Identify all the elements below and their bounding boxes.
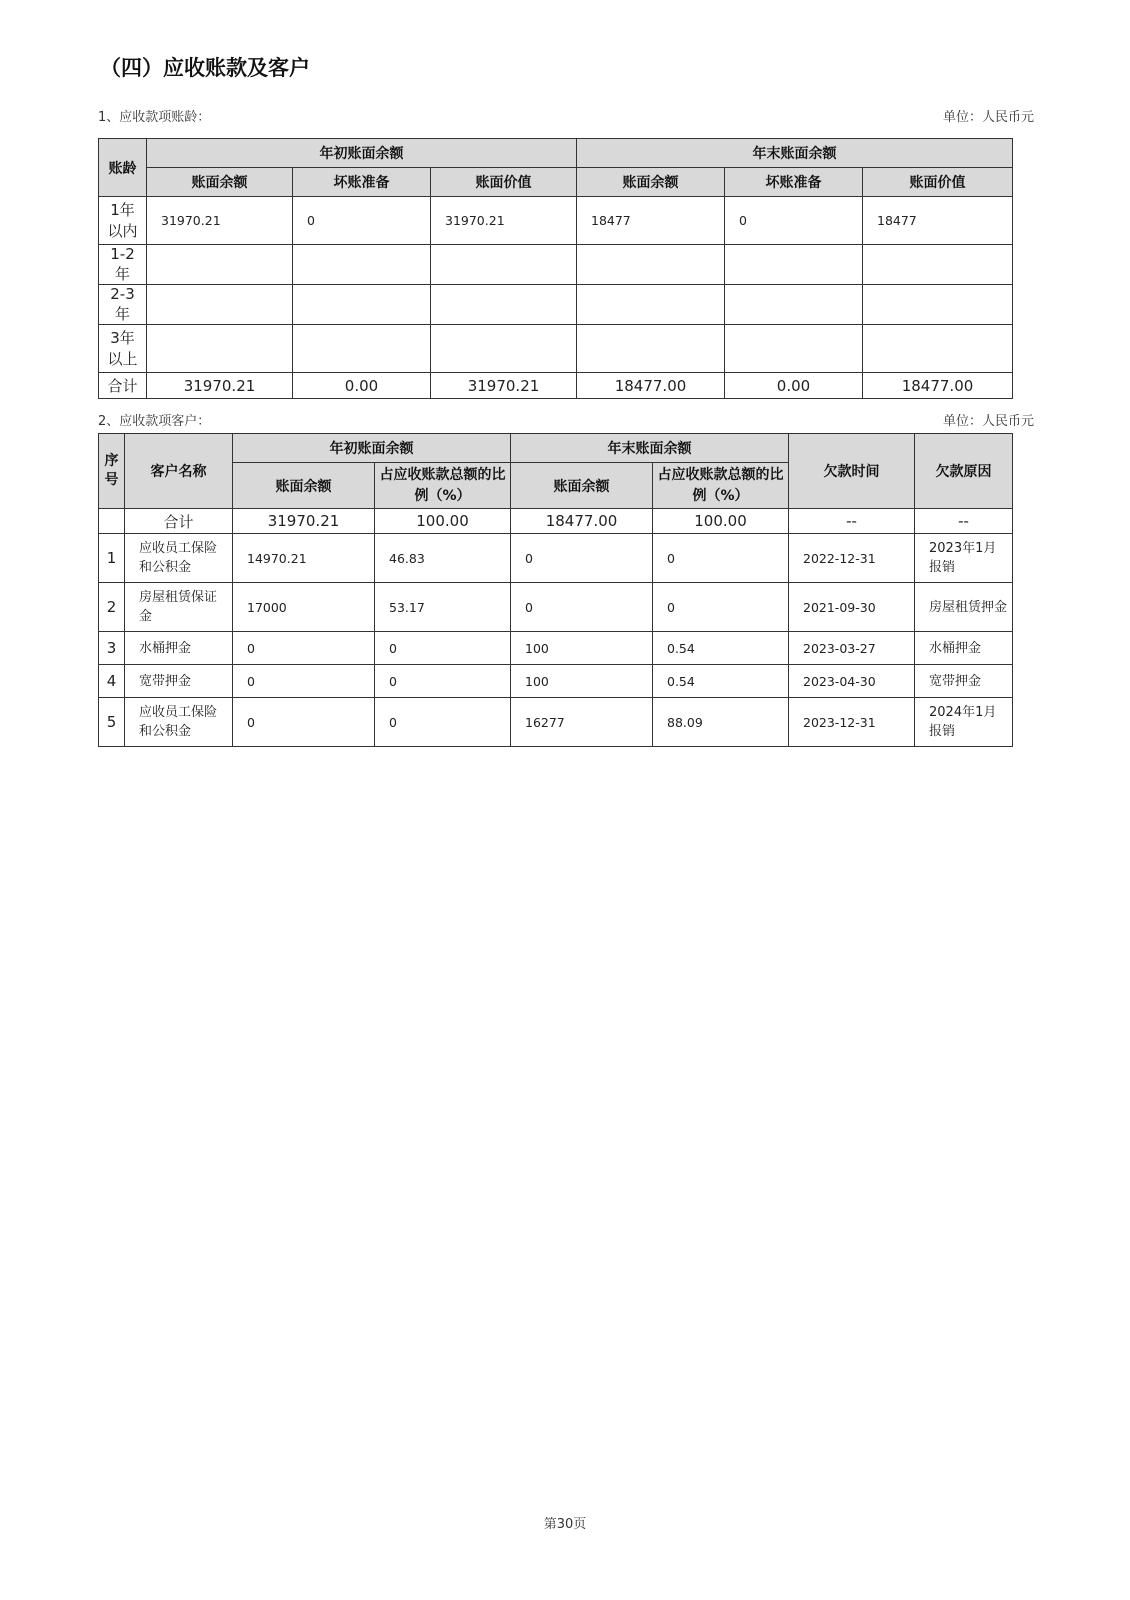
table-row [99, 632, 1013, 665]
total-label: 合计 [125, 509, 233, 534]
value-cell [577, 285, 725, 325]
header-book-balance: 账面余额 [511, 463, 653, 509]
table-row [99, 534, 1013, 583]
section2-caption: 2、应收款项客户： [98, 414, 211, 429]
date-cell: 2022-12-31 [789, 534, 915, 583]
page-title: （四）应收账款及客户 [100, 56, 310, 80]
value-cell [293, 285, 431, 325]
total-cell: 31970.21 [233, 509, 375, 534]
total-cell: 18477.00 [863, 373, 1013, 399]
age-cell: 2-3年 [99, 285, 147, 325]
seq-cell: 4 [99, 665, 125, 698]
total-cell: 31970.21 [147, 373, 293, 399]
total-cell: 0.00 [725, 373, 863, 399]
value-cell [725, 325, 863, 373]
customer-name: 应收员工保险和公积金 [125, 698, 233, 747]
value-cell: 14970.21 [233, 534, 375, 583]
date-cell: 2023-12-31 [789, 698, 915, 747]
value-cell: 0 [375, 665, 511, 698]
header-bad-debt: 坏账准备 [293, 168, 431, 197]
total-cell: -- [789, 509, 915, 534]
value-cell [431, 245, 577, 285]
header-book-balance: 账面余额 [233, 463, 375, 509]
value-cell: 17000 [233, 583, 375, 632]
value-cell: 0 [293, 197, 431, 245]
header-customer: 客户名称 [125, 434, 233, 509]
total-cell: 100.00 [653, 509, 789, 534]
header-book-balance: 账面余额 [147, 168, 293, 197]
header-age: 账龄 [99, 139, 147, 197]
reason-cell: 房屋租赁押金 [915, 583, 1013, 632]
value-cell [863, 325, 1013, 373]
value-cell [293, 245, 431, 285]
total-row [99, 509, 1013, 534]
date-cell: 2023-04-30 [789, 665, 915, 698]
page-number: 第30页 [543, 1517, 587, 1532]
value-cell [147, 325, 293, 373]
section2-unit: 单位：人民币元 [942, 414, 1034, 429]
value-cell [293, 325, 431, 373]
age-cell: 1-2年 [99, 245, 147, 285]
reason-cell: 宽带押金 [915, 665, 1013, 698]
value-cell: 0 [233, 698, 375, 747]
header-seq: 序号 [99, 434, 125, 509]
value-cell [577, 245, 725, 285]
value-cell: 0 [653, 534, 789, 583]
value-cell: 16277 [511, 698, 653, 747]
seq-cell: 3 [99, 632, 125, 665]
value-cell: 100 [511, 665, 653, 698]
header-end-group: 年末账面余额 [577, 139, 1013, 168]
value-cell [863, 285, 1013, 325]
value-cell: 0.54 [653, 632, 789, 665]
header-book-value: 账面价值 [431, 168, 577, 197]
value-cell: 0 [511, 583, 653, 632]
total-row [99, 373, 1013, 399]
table-row [99, 698, 1013, 747]
header-begin-group: 年初账面余额 [233, 434, 511, 463]
value-cell: 0 [233, 632, 375, 665]
total-cell: 31970.21 [431, 373, 577, 399]
value-cell: 46.83 [375, 534, 511, 583]
value-cell: 0 [375, 632, 511, 665]
value-cell: 31970.21 [431, 197, 577, 245]
value-cell [147, 285, 293, 325]
header-begin-group: 年初账面余额 [147, 139, 577, 168]
value-cell: 0.54 [653, 665, 789, 698]
value-cell: 88.09 [653, 698, 789, 747]
date-cell: 2021-09-30 [789, 583, 915, 632]
table-row [99, 197, 1013, 245]
value-cell [725, 285, 863, 325]
value-cell [147, 245, 293, 285]
customer-name: 水桶押金 [125, 632, 233, 665]
value-cell: 0 [375, 698, 511, 747]
aging-table [98, 138, 1013, 399]
reason-cell: 2024年1月报销 [915, 698, 1013, 747]
value-cell: 100 [511, 632, 653, 665]
header-due-date: 欠款时间 [789, 434, 915, 509]
header-book-balance: 账面余额 [577, 168, 725, 197]
customer-name: 房屋租赁保证金 [125, 583, 233, 632]
table-row [99, 285, 1013, 325]
header-book-value: 账面价值 [863, 168, 1013, 197]
total-cell: -- [915, 509, 1013, 534]
section1-unit: 单位：人民币元 [942, 110, 1034, 125]
header-ratio: 占应收账款总额的比例（%） [653, 463, 789, 509]
value-cell [431, 285, 577, 325]
value-cell: 0 [653, 583, 789, 632]
age-cell: 1年以内 [99, 197, 147, 245]
value-cell: 18477 [863, 197, 1013, 245]
customer-name: 宽带押金 [125, 665, 233, 698]
customer-table [98, 433, 1013, 747]
total-cell: 100.00 [375, 509, 511, 534]
header-bad-debt: 坏账准备 [725, 168, 863, 197]
value-cell [577, 325, 725, 373]
value-cell [431, 325, 577, 373]
value-cell: 0 [511, 534, 653, 583]
seq-cell: 1 [99, 534, 125, 583]
total-cell: 18477.00 [511, 509, 653, 534]
age-cell: 3年以上 [99, 325, 147, 373]
total-cell: 0.00 [293, 373, 431, 399]
section1-caption: 1、应收款项账龄： [98, 110, 211, 125]
header-ratio: 占应收账款总额的比例（%） [375, 463, 511, 509]
value-cell [725, 245, 863, 285]
seq-cell [99, 509, 125, 534]
value-cell: 53.17 [375, 583, 511, 632]
seq-cell: 5 [99, 698, 125, 747]
value-cell: 18477 [577, 197, 725, 245]
seq-cell: 2 [99, 583, 125, 632]
table-row [99, 665, 1013, 698]
reason-cell: 水桶押金 [915, 632, 1013, 665]
table-row [99, 325, 1013, 373]
value-cell: 0 [725, 197, 863, 245]
customer-name: 应收员工保险和公积金 [125, 534, 233, 583]
value-cell [863, 245, 1013, 285]
table-row [99, 245, 1013, 285]
value-cell: 0 [233, 665, 375, 698]
total-label: 合计 [99, 373, 147, 399]
value-cell: 31970.21 [147, 197, 293, 245]
header-end-group: 年末账面余额 [511, 434, 789, 463]
reason-cell: 2023年1月报销 [915, 534, 1013, 583]
date-cell: 2023-03-27 [789, 632, 915, 665]
total-cell: 18477.00 [577, 373, 725, 399]
table-row [99, 583, 1013, 632]
header-reason: 欠款原因 [915, 434, 1013, 509]
